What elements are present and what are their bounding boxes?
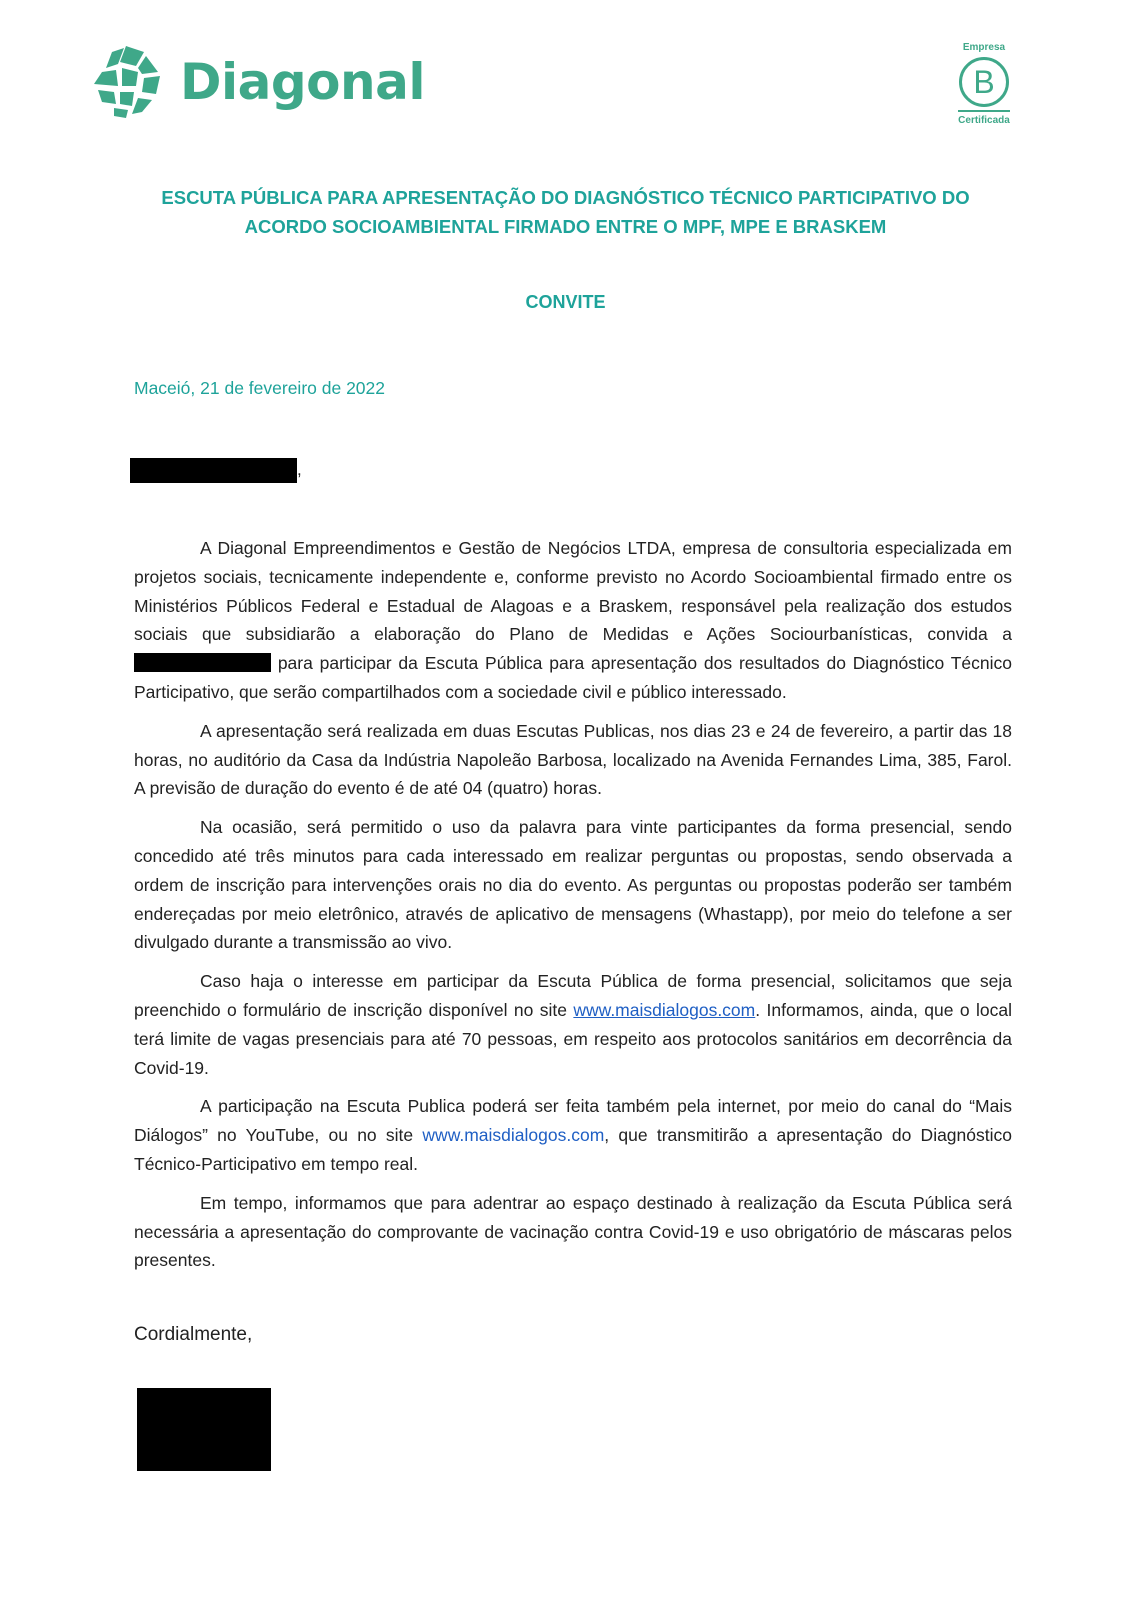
paragraph-text: . Informamos, ainda, que o local terá limite de vagas presenciais para até 70 pessoas, em respeito aos protocolos sanitários em decorrência da Covid-19.	[134, 999, 1012, 1078]
paragraph-covid-requirements: Em tempo, informamos que para adentrar ao espaço destinado à realização da Escuta Pública será necessária a apresentação do comprovante de vacinação contra Covid-19 e uso obrigatório de máscaras pelos presentes.	[134, 1192, 1012, 1271]
b-corp-top-text: Empresa	[962, 42, 1006, 53]
letter-date: Maceió, 21 de fevereiro de 2022	[134, 378, 385, 398]
closing-salutation: Cordialmente,	[134, 1324, 253, 1345]
logo-wordmark: Diagonal	[180, 53, 425, 111]
paragraph-registration	[134, 967, 1012, 1082]
paragraph-text: , que transmitirão a apresentação do Diagnóstico Técnico-Participativo em tempo real.	[134, 1125, 1012, 1174]
globe-logo-icon	[86, 42, 166, 122]
recipient-comma: ,	[297, 459, 302, 479]
paragraph-text: para participar da Escuta Pública para apresentação dos resultados do Diagnóstico Técnico Participativo, que serão compartilhados com a sociedade civil e público interessado.	[134, 653, 1012, 702]
document-heading: CONVITE	[525, 292, 606, 312]
redacted-signature	[137, 1388, 271, 1471]
b-corp-badge	[954, 42, 1014, 127]
paragraph-online-participation	[134, 1092, 1012, 1178]
maisdialogos-link-2[interactable]: www.maisdialogos.com	[422, 1125, 605, 1146]
paragraph-text: A participação na Escuta Publica poderá ser feita também pela internet, por meio do canal do “Mais Diálogos” no YouTube, ou no site	[134, 1096, 1012, 1146]
paragraph-invitation	[134, 534, 1012, 707]
paragraph-text: Caso haja o interesse em participar da Escuta Pública de forma presencial, solicitamos que seja preenchido o formulário de inscrição disponível no site	[134, 971, 1012, 1020]
paragraph-event-details: A apresentação será realizada em duas Escutas Publicas, nos dias 23 e 24 de fevereiro, a partir das 18 horas, no auditório da Casa da Indústria Napoleão Barbosa, localizado na Avenida Fernandes Lima, 385, Farol. A previsão de duração do evento é de até 04 (quatro) horas.	[134, 720, 1012, 799]
diagonal-logo	[86, 42, 425, 122]
maisdialogos-link[interactable]: www.maisdialogos.com	[573, 999, 756, 1020]
paragraph-participation-rules: Na ocasião, será permitido o uso da palavra para vinte participantes da forma presencial, sendo concedido até três minutos para cada interessado em realizar perguntas ou propostas, sendo observada a ordem de inscrição para intervenções orais no dia do evento. As perguntas ou propostas poderão ser também endereçadas por meio eletrônico, através de aplicativo de mensagens (Whastapp), por meio do telefone a ser divulgado durante a transmissão ao vivo.	[134, 817, 1012, 953]
b-corp-divider	[958, 110, 1010, 112]
document-title: ESCUTA PÚBLICA PARA APRESENTAÇÃO DO DIAGNÓSTICO TÉCNICO PARTICIPATIVO DO ACORDO SOCIOAMBIENTAL FIRMADO ENTRE O MPF, MPE E BRASKEM	[161, 187, 970, 237]
redacted-recipient	[130, 458, 297, 483]
recipient-line	[130, 458, 302, 483]
redacted-organization	[134, 653, 271, 672]
letter-body	[134, 534, 1012, 1285]
b-corp-icon: B	[959, 57, 1009, 107]
paragraph-text: A Diagonal Empreendimentos e Gestão de Negócios LTDA, empresa de consultoria especializada em projetos sociais, tecnicamente independente e, conforme previsto no Acordo Socioambiental firmado entre os Ministérios Públicos Federal e Estadual de Alagoas e a Braskem, responsável pela realização dos estudos sociais que subsidiarão a elaboração do Plano de Medidas e Ações Sociourbanísticas, convida a	[134, 538, 1012, 645]
b-corp-bottom-text: Certificada	[958, 115, 1010, 126]
